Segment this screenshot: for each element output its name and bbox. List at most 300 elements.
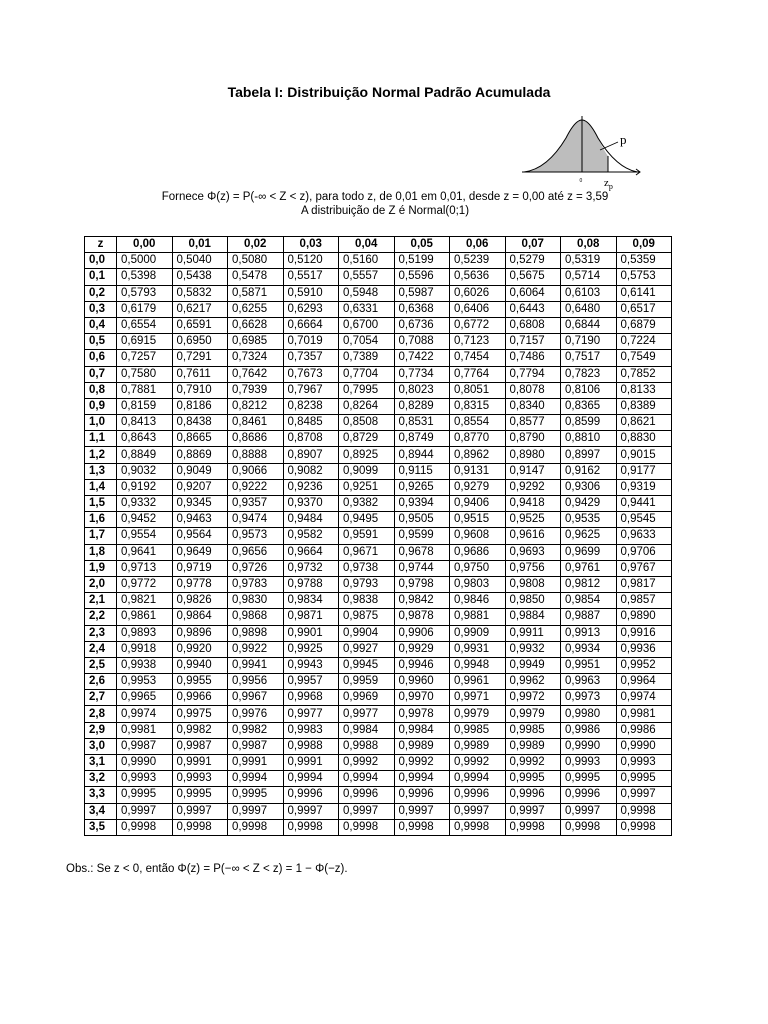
table-cell: 0,6480 <box>561 301 617 317</box>
table-row <box>85 738 672 754</box>
table-cell: 0,7611 <box>172 366 228 382</box>
row-z-value: 1,5 <box>85 496 117 512</box>
table-cell: 0,9846 <box>450 593 506 609</box>
table-cell: 0,9830 <box>228 593 284 609</box>
table-row <box>85 528 672 544</box>
table-cell: 0,8531 <box>394 415 450 431</box>
row-z-value: 2,6 <box>85 674 117 690</box>
table-cell: 0,5319 <box>561 253 617 269</box>
table-cell: 0,6141 <box>616 285 672 301</box>
table-cell: 0,7580 <box>117 366 173 382</box>
table-cell: 0,9744 <box>394 560 450 576</box>
table-cell: 0,9909 <box>450 625 506 641</box>
table-cell: 0,9671 <box>339 544 395 560</box>
table-cell: 0,9726 <box>228 560 284 576</box>
header-col: 0,05 <box>394 237 450 253</box>
table-cell: 0,6950 <box>172 334 228 350</box>
table-cell: 0,5832 <box>172 285 228 301</box>
table-cell: 0,6255 <box>228 301 284 317</box>
table-cell: 0,9916 <box>616 625 672 641</box>
table-cell: 0,9997 <box>283 803 339 819</box>
table-cell: 0,9991 <box>283 755 339 771</box>
table-cell: 0,8962 <box>450 447 506 463</box>
table-cell: 0,7422 <box>394 350 450 366</box>
table-cell: 0,7852 <box>616 366 672 382</box>
table-cell: 0,9678 <box>394 544 450 560</box>
table-cell: 0,9778 <box>172 576 228 592</box>
header-col: 0,04 <box>339 237 395 253</box>
row-z-value: 3,5 <box>85 819 117 835</box>
table-cell: 0,7389 <box>339 350 395 366</box>
row-z-value: 0,8 <box>85 382 117 398</box>
table-cell: 0,9997 <box>450 803 506 819</box>
table-cell: 0,5714 <box>561 269 617 285</box>
table-row <box>85 366 672 382</box>
description-line-1: Fornece Φ(z) = P(-∞ < Z < z), para todo z, de 0,01 em 0,01, desde z = 0,00 até z = 3,59 <box>161 191 609 203</box>
table-cell: 0,9713 <box>117 560 173 576</box>
table-cell: 0,9981 <box>616 706 672 722</box>
table-cell: 0,6026 <box>450 285 506 301</box>
header-col: 0,01 <box>172 237 228 253</box>
table-cell: 0,9625 <box>561 528 617 544</box>
table-cell: 0,9959 <box>339 674 395 690</box>
row-z-value: 1,0 <box>85 415 117 431</box>
table-cell: 0,6664 <box>283 317 339 333</box>
row-z-value: 1,6 <box>85 512 117 528</box>
table-cell: 0,9931 <box>450 641 506 657</box>
table-cell: 0,7995 <box>339 382 395 398</box>
table-row <box>85 415 672 431</box>
table-body <box>85 253 672 836</box>
table-cell: 0,9948 <box>450 657 506 673</box>
table-cell: 0,9968 <box>283 690 339 706</box>
table-cell: 0,9429 <box>561 496 617 512</box>
table-cell: 0,9932 <box>505 641 561 657</box>
table-cell: 0,7123 <box>450 334 506 350</box>
table-cell: 0,9452 <box>117 512 173 528</box>
table-cell: 0,9966 <box>172 690 228 706</box>
table-cell: 0,9890 <box>616 609 672 625</box>
table-cell: 0,9982 <box>172 722 228 738</box>
table-cell: 0,9975 <box>172 706 228 722</box>
table-cell: 0,6772 <box>450 317 506 333</box>
table-cell: 0,9920 <box>172 641 228 657</box>
table-cell: 0,9997 <box>394 803 450 819</box>
row-z-value: 3,1 <box>85 755 117 771</box>
table-cell: 0,9936 <box>616 641 672 657</box>
table-cell: 0,6293 <box>283 301 339 317</box>
table-cell: 0,9992 <box>505 755 561 771</box>
table-cell: 0,8389 <box>616 398 672 414</box>
table-cell: 0,6628 <box>228 317 284 333</box>
table-cell: 0,9875 <box>339 609 395 625</box>
header-z: z <box>85 237 117 253</box>
table-cell: 0,9474 <box>228 512 284 528</box>
table-cell: 0,8729 <box>339 431 395 447</box>
table-cell: 0,9996 <box>339 787 395 803</box>
table-cell: 0,9998 <box>616 803 672 819</box>
row-z-value: 0,7 <box>85 366 117 382</box>
table-row <box>85 544 672 560</box>
table-cell: 0,8907 <box>283 447 339 463</box>
table-cell: 0,9913 <box>561 625 617 641</box>
row-z-value: 1,8 <box>85 544 117 560</box>
table-cell: 0,8849 <box>117 447 173 463</box>
table-cell: 0,9998 <box>616 819 672 835</box>
row-z-value: 2,9 <box>85 722 117 738</box>
table-row <box>85 301 672 317</box>
table-cell: 0,9996 <box>283 787 339 803</box>
row-z-value: 3,2 <box>85 771 117 787</box>
table-cell: 0,9192 <box>117 479 173 495</box>
table-cell: 0,9821 <box>117 593 173 609</box>
table-cell: 0,9441 <box>616 496 672 512</box>
table-cell: 0,9699 <box>561 544 617 560</box>
table-cell: 0,9965 <box>117 690 173 706</box>
table-cell: 0,9616 <box>505 528 561 544</box>
row-z-value: 0,1 <box>85 269 117 285</box>
table-cell: 0,8749 <box>394 431 450 447</box>
table-cell: 0,9545 <box>616 512 672 528</box>
table-cell: 0,7291 <box>172 350 228 366</box>
table-cell: 0,9963 <box>561 674 617 690</box>
table-cell: 0,9842 <box>394 593 450 609</box>
normal-distribution-table <box>84 236 672 836</box>
table-cell: 0,9998 <box>228 819 284 835</box>
table-cell: 0,9998 <box>561 819 617 835</box>
table-cell: 0,9649 <box>172 544 228 560</box>
table-cell: 0,9918 <box>117 641 173 657</box>
table-cell: 0,9995 <box>616 771 672 787</box>
row-z-value: 2,7 <box>85 690 117 706</box>
table-cell: 0,9994 <box>339 771 395 787</box>
table-cell: 0,9793 <box>339 576 395 592</box>
table-cell: 0,6368 <box>394 301 450 317</box>
table-row <box>85 447 672 463</box>
table-cell: 0,9997 <box>339 803 395 819</box>
table-cell: 0,9834 <box>283 593 339 609</box>
table-row <box>85 479 672 495</box>
table-cell: 0,9990 <box>561 738 617 754</box>
table-cell: 0,9998 <box>283 819 339 835</box>
table-cell: 0,5987 <box>394 285 450 301</box>
table-row <box>85 576 672 592</box>
table-cell: 0,9884 <box>505 609 561 625</box>
table-cell: 0,9857 <box>616 593 672 609</box>
table-cell: 0,9564 <box>172 528 228 544</box>
table-cell: 0,8340 <box>505 398 561 414</box>
row-z-value: 1,9 <box>85 560 117 576</box>
table-cell: 0,8980 <box>505 447 561 463</box>
row-z-value: 1,2 <box>85 447 117 463</box>
table-cell: 0,6844 <box>561 317 617 333</box>
table-row <box>85 285 672 301</box>
table-cell: 0,9998 <box>117 819 173 835</box>
row-z-value: 1,3 <box>85 463 117 479</box>
table-cell: 0,7357 <box>283 350 339 366</box>
table-cell: 0,9292 <box>505 479 561 495</box>
table-cell: 0,6064 <box>505 285 561 301</box>
row-z-value: 0,9 <box>85 398 117 414</box>
row-z-value: 0,0 <box>85 253 117 269</box>
table-cell: 0,9719 <box>172 560 228 576</box>
table-cell: 0,7939 <box>228 382 284 398</box>
table-cell: 0,9332 <box>117 496 173 512</box>
table-cell: 0,9949 <box>505 657 561 673</box>
table-cell: 0,8051 <box>450 382 506 398</box>
table-row <box>85 706 672 722</box>
table-cell: 0,8830 <box>616 431 672 447</box>
table-cell: 0,9946 <box>394 657 450 673</box>
table-cell: 0,9515 <box>450 512 506 528</box>
table-cell: 0,9997 <box>616 787 672 803</box>
header-col: 0,00 <box>117 237 173 253</box>
observation-note: Obs.: Se z < 0, então Φ(z) = P(−∞ < Z < z) = 1 − Φ(−z). <box>66 863 348 875</box>
table-cell: 0,9952 <box>616 657 672 673</box>
table-cell: 0,9961 <box>450 674 506 690</box>
table-cell: 0,9812 <box>561 576 617 592</box>
table-row <box>85 560 672 576</box>
table-cell: 0,9938 <box>117 657 173 673</box>
table-row <box>85 512 672 528</box>
table-cell: 0,6915 <box>117 334 173 350</box>
table-cell: 0,8485 <box>283 415 339 431</box>
table-cell: 0,9406 <box>450 496 506 512</box>
table-cell: 0,9945 <box>339 657 395 673</box>
table-cell: 0,9964 <box>616 674 672 690</box>
table-cell: 0,5517 <box>283 269 339 285</box>
table-cell: 0,9929 <box>394 641 450 657</box>
table-cell: 0,8790 <box>505 431 561 447</box>
table-cell: 0,9976 <box>228 706 284 722</box>
table-cell: 0,9987 <box>117 738 173 754</box>
table-cell: 0,9998 <box>339 819 395 835</box>
table-cell: 0,9998 <box>172 819 228 835</box>
table-cell: 0,9940 <box>172 657 228 673</box>
table-row <box>85 269 672 285</box>
table-cell: 0,5910 <box>283 285 339 301</box>
table-cell: 0,8365 <box>561 398 617 414</box>
table-cell: 0,9693 <box>505 544 561 560</box>
table-cell: 0,9960 <box>394 674 450 690</box>
header-col: 0,09 <box>616 237 672 253</box>
table-cell: 0,5160 <box>339 253 395 269</box>
table-cell: 0,9941 <box>228 657 284 673</box>
table-cell: 0,6517 <box>616 301 672 317</box>
table-cell: 0,9357 <box>228 496 284 512</box>
table-cell: 0,8869 <box>172 447 228 463</box>
table-cell: 0,7088 <box>394 334 450 350</box>
table-cell: 0,8686 <box>228 431 284 447</box>
row-z-value: 0,3 <box>85 301 117 317</box>
table-cell: 0,9956 <box>228 674 284 690</box>
table-cell: 0,8106 <box>561 382 617 398</box>
table-cell: 0,8599 <box>561 415 617 431</box>
table-row <box>85 641 672 657</box>
table-cell: 0,9608 <box>450 528 506 544</box>
table-cell: 0,5871 <box>228 285 284 301</box>
table-cell: 0,8133 <box>616 382 672 398</box>
table-cell: 0,9972 <box>505 690 561 706</box>
row-z-value: 1,7 <box>85 528 117 544</box>
table-cell: 0,7704 <box>339 366 395 382</box>
table-cell: 0,8264 <box>339 398 395 414</box>
table-cell: 0,9911 <box>505 625 561 641</box>
table-cell: 0,9943 <box>283 657 339 673</box>
table-cell: 0,9957 <box>283 674 339 690</box>
table-row <box>85 253 672 269</box>
row-z-value: 2,4 <box>85 641 117 657</box>
table-row <box>85 317 672 333</box>
table-cell: 0,9599 <box>394 528 450 544</box>
table-cell: 0,9998 <box>505 819 561 835</box>
figure-label-p: p <box>620 132 627 147</box>
table-cell: 0,7734 <box>394 366 450 382</box>
table-cell: 0,9989 <box>505 738 561 754</box>
table-cell: 0,9983 <box>283 722 339 738</box>
table-cell: 0,8186 <box>172 398 228 414</box>
table-cell: 0,9969 <box>339 690 395 706</box>
table-row <box>85 334 672 350</box>
table-cell: 0,9319 <box>616 479 672 495</box>
table-cell: 0,7794 <box>505 366 561 382</box>
table-cell: 0,9993 <box>561 755 617 771</box>
table-cell: 0,8159 <box>117 398 173 414</box>
table-cell: 0,9750 <box>450 560 506 576</box>
figure-label-zp: $z_p$ <box>604 177 613 191</box>
row-z-value: 0,4 <box>85 317 117 333</box>
table-cell: 0,9996 <box>561 787 617 803</box>
table-cell: 0,9382 <box>339 496 395 512</box>
table-cell: 0,7224 <box>616 334 672 350</box>
table-row <box>85 803 672 819</box>
row-z-value: 1,1 <box>85 431 117 447</box>
table-cell: 0,9535 <box>561 512 617 528</box>
row-z-value: 0,6 <box>85 350 117 366</box>
table-cell: 0,9893 <box>117 625 173 641</box>
table-cell: 0,8944 <box>394 447 450 463</box>
table-cell: 0,9838 <box>339 593 395 609</box>
table-cell: 0,5000 <box>117 253 173 269</box>
table-cell: 0,9082 <box>283 463 339 479</box>
table-cell: 0,9826 <box>172 593 228 609</box>
table-cell: 0,9868 <box>228 609 284 625</box>
table-row <box>85 431 672 447</box>
table-cell: 0,7019 <box>283 334 339 350</box>
table-cell: 0,7881 <box>117 382 173 398</box>
table-cell: 0,9251 <box>339 479 395 495</box>
table-cell: 0,9997 <box>228 803 284 819</box>
table-cell: 0,5120 <box>283 253 339 269</box>
table-cell: 0,7517 <box>561 350 617 366</box>
table-cell: 0,9306 <box>561 479 617 495</box>
table-cell: 0,9706 <box>616 544 672 560</box>
table-cell: 0,9222 <box>228 479 284 495</box>
table-cell: 0,9987 <box>228 738 284 754</box>
table-cell: 0,9986 <box>616 722 672 738</box>
description-line-2: A distribuição de Z é Normal(0;1) <box>300 205 470 217</box>
table-cell: 0,9147 <box>505 463 561 479</box>
table-cell: 0,9991 <box>172 755 228 771</box>
table-cell: 0,7324 <box>228 350 284 366</box>
table-row <box>85 593 672 609</box>
table-cell: 0,7157 <box>505 334 561 350</box>
table-cell: 0,7054 <box>339 334 395 350</box>
table-cell: 0,6808 <box>505 317 561 333</box>
header-col: 0,03 <box>283 237 339 253</box>
table-row <box>85 771 672 787</box>
table-cell: 0,7642 <box>228 366 284 382</box>
row-z-value: 2,3 <box>85 625 117 641</box>
table-cell: 0,9995 <box>505 771 561 787</box>
table-cell: 0,5675 <box>505 269 561 285</box>
table-cell: 0,8810 <box>561 431 617 447</box>
table-cell: 0,9898 <box>228 625 284 641</box>
table-cell: 0,9177 <box>616 463 672 479</box>
figure-label-zero: 0 <box>579 178 583 184</box>
table-cell: 0,5398 <box>117 269 173 285</box>
table-cell: 0,9418 <box>505 496 561 512</box>
table-cell: 0,9991 <box>228 755 284 771</box>
table-cell: 0,9756 <box>505 560 561 576</box>
table-cell: 0,6736 <box>394 317 450 333</box>
table-cell: 0,9922 <box>228 641 284 657</box>
table-cell: 0,9881 <box>450 609 506 625</box>
table-cell: 0,7190 <box>561 334 617 350</box>
table-cell: 0,9767 <box>616 560 672 576</box>
table-row <box>85 722 672 738</box>
table-cell: 0,9099 <box>339 463 395 479</box>
table-cell: 0,8621 <box>616 415 672 431</box>
table-cell: 0,9981 <box>117 722 173 738</box>
table-cell: 0,8643 <box>117 431 173 447</box>
table-cell: 0,9973 <box>561 690 617 706</box>
table-cell: 0,5080 <box>228 253 284 269</box>
table-cell: 0,9162 <box>561 463 617 479</box>
row-z-value: 3,3 <box>85 787 117 803</box>
table-cell: 0,9925 <box>283 641 339 657</box>
table-cell: 0,7673 <box>283 366 339 382</box>
table-cell: 0,6554 <box>117 317 173 333</box>
table-cell: 0,7454 <box>450 350 506 366</box>
table-cell: 0,8770 <box>450 431 506 447</box>
table-cell: 0,8413 <box>117 415 173 431</box>
table-row <box>85 755 672 771</box>
table-cell: 0,9997 <box>505 803 561 819</box>
table-row <box>85 350 672 366</box>
table-cell: 0,9986 <box>561 722 617 738</box>
table-cell: 0,9979 <box>450 706 506 722</box>
table-cell: 0,7549 <box>616 350 672 366</box>
table-cell: 0,7486 <box>505 350 561 366</box>
table-cell: 0,9997 <box>117 803 173 819</box>
table-row <box>85 674 672 690</box>
normal-curve-figure <box>520 114 642 192</box>
table-cell: 0,6443 <box>505 301 561 317</box>
table-cell: 0,9974 <box>117 706 173 722</box>
table-cell: 0,9998 <box>394 819 450 835</box>
table-cell: 0,9871 <box>283 609 339 625</box>
table-cell: 0,9015 <box>616 447 672 463</box>
table-cell: 0,9977 <box>283 706 339 722</box>
table-cell: 0,9990 <box>616 738 672 754</box>
table-cell: 0,9989 <box>394 738 450 754</box>
table-cell: 0,8577 <box>505 415 561 431</box>
table-cell: 0,8461 <box>228 415 284 431</box>
row-z-value: 2,0 <box>85 576 117 592</box>
table-cell: 0,9934 <box>561 641 617 657</box>
table-cell: 0,7910 <box>172 382 228 398</box>
